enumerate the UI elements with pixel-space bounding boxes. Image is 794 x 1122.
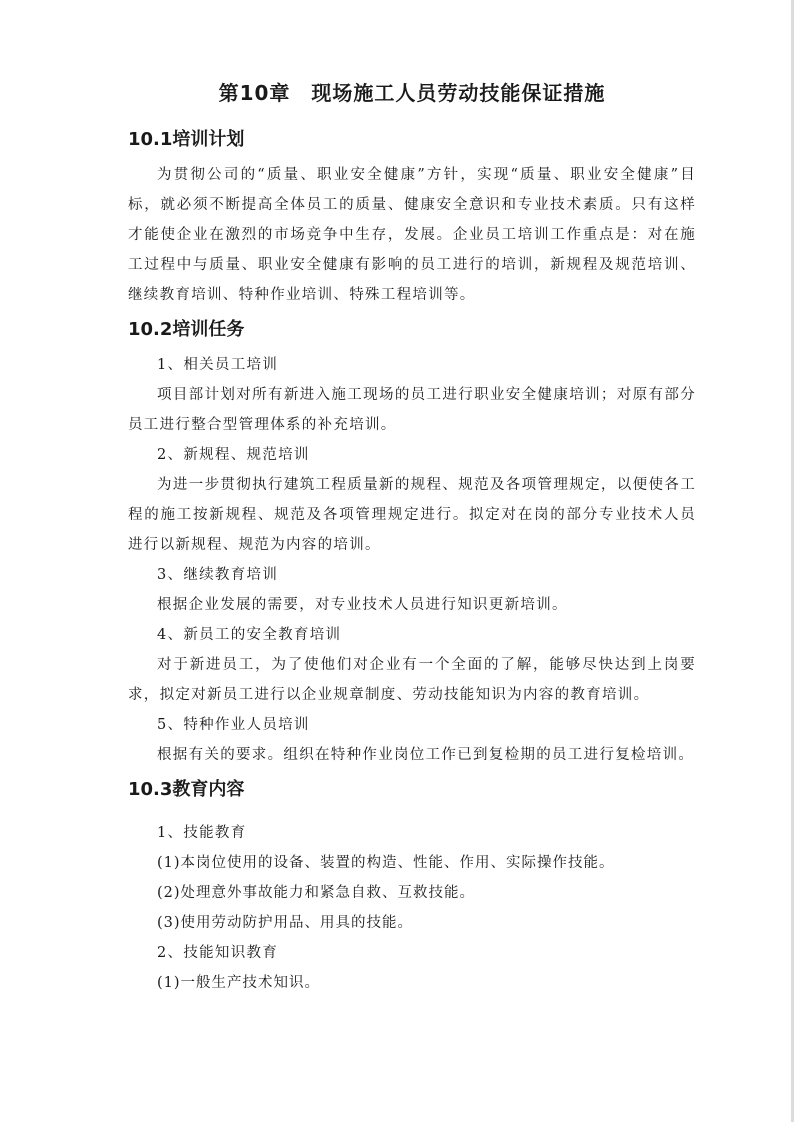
chapter-title: 第10章 现场施工人员劳动技能保证措施	[218, 81, 606, 105]
content-line: (1)一般生产技术知识。	[157, 975, 321, 991]
section-heading: 10.3教育内容	[128, 779, 245, 800]
content-line: (1)本岗位使用的设备、装置的构造、性能、作用、实际操作技能。	[157, 855, 615, 871]
task-title: 2、新规程、规范培训	[157, 447, 310, 463]
task-paragraph: 项目部计划对所有新进入施工现场的员工进行职业安全健康培训；对原有部分员工进行整合型管理体系的补充培训。	[128, 387, 696, 433]
content-line: 1、技能教育	[157, 825, 247, 841]
section-paragraph: 为贯彻公司的“质量、职业安全健康”方针，实现“质量、职业安全健康”目标，就必须不断提高全体员工的质量、健康安全意识和专业技术素质。只有这样才能使企业在激烈的市场竞争中生存，发展。企业员工培训工作重点是：对在施工过程中与质量、职业安全健康有影响的员工进行的培训，新规程及规范培训、继续教育培训、特种作业培训、特殊工程培训等。	[128, 167, 696, 303]
task-paragraph: 根据有关的要求。组织在特种作业岗位工作已到复检期的员工进行复检培训。	[157, 747, 695, 763]
task-paragraph: 为进一步贯彻执行建筑工程质量新的规程、规范及各项管理规定，以便使各工程的施工按新规程、规范及各项管理规定进行。拟定对在岗的部分专业技术人员进行以新规程、规范为内容的培训。	[128, 477, 696, 553]
section-heading: 10.2培训任务	[128, 319, 245, 340]
task-title: 4、新员工的安全教育培训	[157, 627, 342, 643]
section-training-plan	[128, 126, 696, 310]
task-title: 3、继续教育培训	[157, 567, 279, 583]
task-paragraph: 对于新进员工，为了使他们对企业有一个全面的了解，能够尽快达到上岗要求，拟定对新员工进行以企业规章制度、劳动技能知识为内容的教育培训。	[128, 657, 696, 703]
content-line: (2)处理意外事故能力和紧急自救、互救技能。	[157, 885, 476, 901]
section-training-tasks	[128, 316, 696, 770]
content-line: 2、技能知识教育	[157, 945, 279, 961]
content-line: (3)使用劳动防护用品、用具的技能。	[157, 915, 414, 931]
section-education-content	[128, 776, 696, 998]
task-paragraph: 根据企业发展的需要，对专业技术人员进行知识更新培训。	[157, 597, 568, 613]
section-heading: 10.1培训计划	[128, 129, 245, 150]
task-title: 1、相关员工培训	[157, 357, 279, 373]
document-content	[128, 78, 696, 998]
task-title: 5、特种作业人员培训	[157, 717, 310, 733]
